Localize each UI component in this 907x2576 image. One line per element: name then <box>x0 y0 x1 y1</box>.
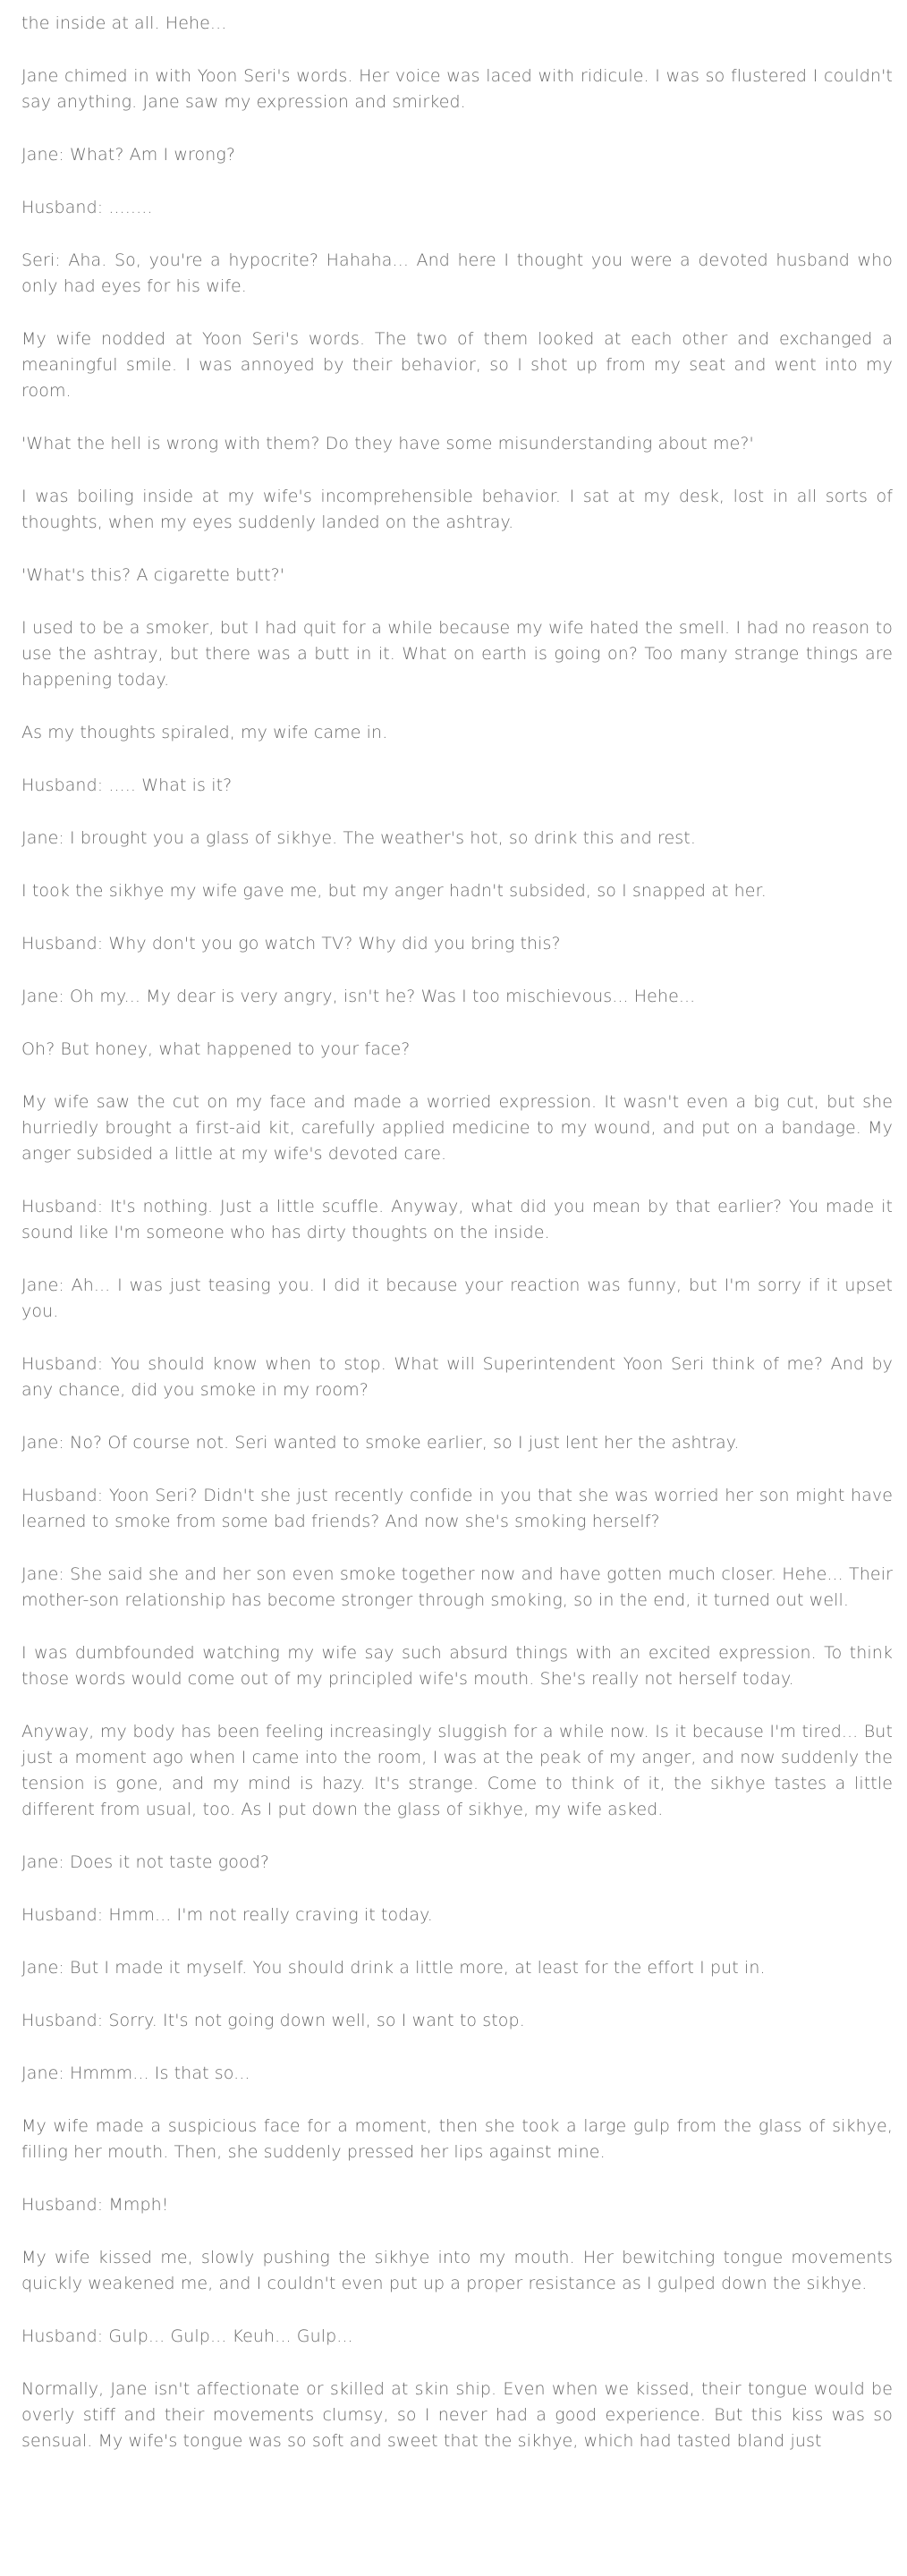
dialogue-line: Husband: ........ <box>21 198 153 217</box>
dialogue-line: Oh? But honey, what happened to your face? <box>21 1039 411 1059</box>
inner-thought: 'What the hell is wrong with them? Do they have some misunderstanding about me?' <box>21 434 754 453</box>
dialogue-line: Jane: Does it not taste good? <box>21 1852 270 1872</box>
paragraph: Jane chimed in with Yoon Seri's words. Her voice was laced with ridicule. I was so flustered I couldn't say anything. Jane saw my expression and smirked. <box>21 66 893 112</box>
dialogue-line: Seri: Aha. So, you're a hypocrite? Hahaha... And here I thought you were a devoted husband who only had eyes for his wife. <box>21 250 893 296</box>
paragraph: As my thoughts spiraled, my wife came in. <box>21 723 388 742</box>
paragraph: My wife kissed me, slowly pushing the sikhye into my mouth. Her bewitching tongue movements quickly weakened me, and I couldn't even put up a proper resistance as I gulped down the sikhye. <box>21 2248 893 2293</box>
inner-thought: 'What's this? A cigarette butt?' <box>21 565 285 585</box>
dialogue-line: Husband: Why don't you go watch TV? Why did you bring this? <box>21 934 561 953</box>
paragraph: Anyway, my body has been feeling increasingly sluggish for a while now. Is it because I'm tired... But just a moment ago when I came into the room, I was at the peak of my anger, and now suddenly the tension is gone, and my mind is hazy. It's strange. Come to think of it, the sikhye tastes a little different from usual, too. As I put down the glass of sikhye, my wife asked. <box>21 1722 893 1819</box>
paragraph: the inside at all. Hehe... <box>21 13 227 33</box>
dialogue-line: Husband: Yoon Seri? Didn't she just recently confide in you that she was worried her son might have learned to smoke from some bad friends? And now she's smoking herself? <box>21 1486 893 1531</box>
paragraph: I was boiling inside at my wife's incomprehensible behavior. I sat at my desk, lost in all sorts of thoughts, when my eyes suddenly landed on the ashtray. <box>21 487 893 532</box>
paragraph: I used to be a smoker, but I had quit for a while because my wife hated the smell. I had no reason to use the ashtray, but there was a butt in it. What on earth is going on? Too many strange things are happening today. <box>21 618 893 690</box>
dialogue-line: Husband: Mmph! <box>21 2195 169 2215</box>
dialogue-line: Jane: What? Am I wrong? <box>21 145 236 165</box>
paragraph: Normally, Jane isn't affectionate or skilled at skin ship. Even when we kissed, their tongue would be overly stiff and their movements clumsy, so I never had a good experience. But this kiss was so sensual. My wife's tongue was so soft and sweet that the sikhye, which had tasted bland just <box>21 2379 893 2451</box>
paragraph: My wife nodded at Yoon Seri's words. The two of them looked at each other and exchanged a meaningful smile. I was annoyed by their behavior, so I shot up from my seat and went into my room. <box>21 329 893 401</box>
dialogue-line: Jane: I brought you a glass of sikhye. The weather's hot, so drink this and rest. <box>21 828 696 848</box>
dialogue-line: Husband: Gulp... Gulp... Keuh... Gulp... <box>21 2326 353 2346</box>
dialogue-line: Jane: But I made it myself. You should drink a little more, at least for the effort I put in. <box>21 1958 766 1978</box>
dialogue-line: Husband: ..... What is it? <box>21 775 233 795</box>
paragraph: My wife made a suspicious face for a moment, then she took a large gulp from the glass of sikhye, filling her mouth. Then, she suddenly pressed her lips against mine. <box>21 2116 893 2162</box>
dialogue-line: Husband: Hmm... I'm not really craving it today. <box>21 1905 433 1925</box>
dialogue-line: Jane: Oh my... My dear is very angry, isn't he? Was I too mischievous... Hehe... <box>21 987 696 1006</box>
dialogue-line: Jane: No? Of course not. Seri wanted to smoke earlier, so I just lent her the ashtray. <box>21 1433 740 1453</box>
dialogue-line: Jane: Hmmm... Is that so... <box>21 2063 250 2083</box>
paragraph: My wife saw the cut on my face and made a worried expression. It wasn't even a big cut, but she hurriedly brought a first-aid kit, carefully applied medicine to my wound, and put on a bandage. My anger subsided a little at my wife's devoted care. <box>21 1092 893 1164</box>
dialogue-line: Husband: You should know when to stop. What will Superintendent Yoon Seri think of me? And by any chance, did you smoke in my room? <box>21 1354 893 1400</box>
dialogue-line: Husband: It's nothing. Just a little scuffle. Anyway, what did you mean by that earlier? You made it sound like I'm someone who has dirty thoughts on the inside. <box>21 1197 893 1242</box>
paragraph: I was dumbfounded watching my wife say such absurd things with an excited expression. To think those words would come out of my principled wife's mouth. She's really not herself today. <box>21 1643 893 1689</box>
dialogue-line: Jane: Ah... I was just teasing you. I did it because your reaction was funny, but I'm sorry if it upset you. <box>21 1275 893 1321</box>
paragraph: I took the sikhye my wife gave me, but my anger hadn't subsided, so I snapped at her. <box>21 881 767 901</box>
dialogue-line: Jane: She said she and her son even smoke together now and have gotten much closer. Hehe... Their mother-son relationship has become stronger through smoking, so in the end, it turned out well. <box>21 1564 893 1610</box>
dialogue-line: Husband: Sorry. It's not going down well, so I want to stop. <box>21 2011 525 2030</box>
